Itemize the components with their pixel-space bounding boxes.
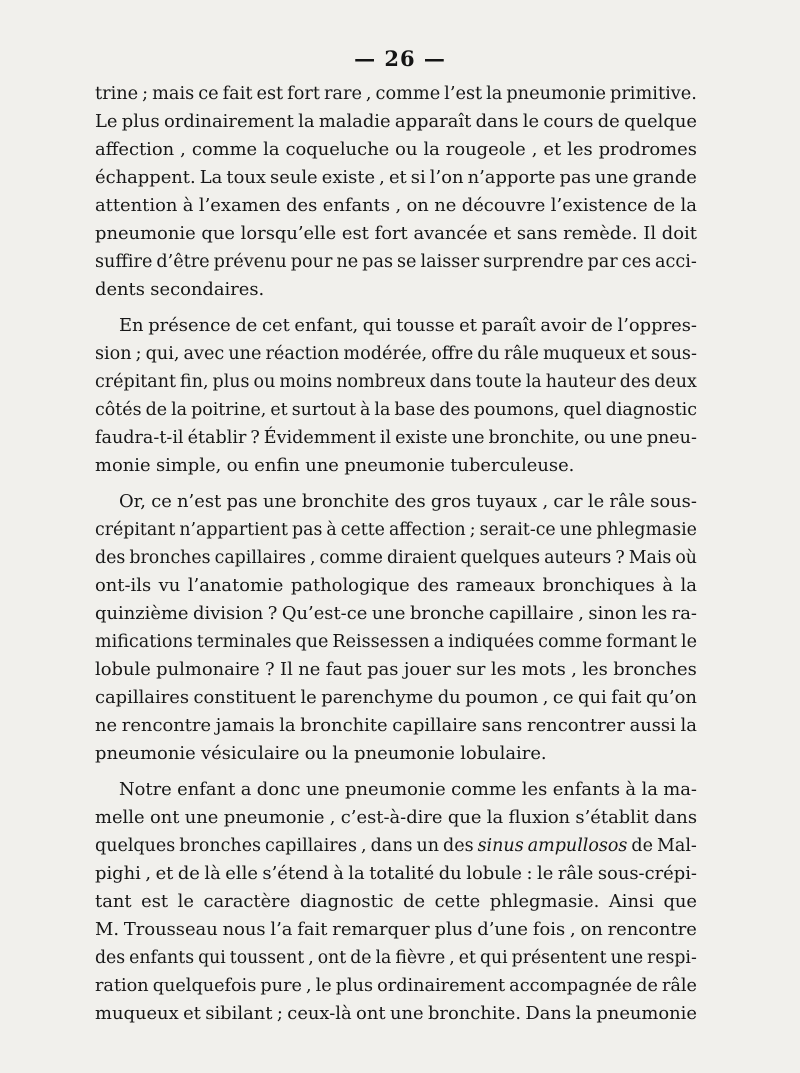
text-line: faudra-t-il établir ? Évidemment il existe une bronchite, ou une pneu- bbox=[95, 428, 697, 448]
text-line: des enfants qui toussent , ont de la fièvre , et qui présentent une respi- bbox=[95, 948, 697, 968]
text-line: attention à l’examen des enfants , on ne découvre l’existence de la bbox=[95, 195, 697, 216]
text-line: Le plus ordinairement la maladie apparaît dans le cours de quelque bbox=[95, 111, 697, 132]
text-line: tant est le caractère diagnostic de cette phlegmasie. Ainsi que bbox=[95, 891, 697, 912]
text-line: pneumonie vésiculaire ou la pneumonie lobulaire. bbox=[95, 743, 547, 764]
text-line: pighi , et de là elle s’étend à la totalité du lobule : le râle sous-crépi- bbox=[95, 863, 697, 884]
text-line-with-italic: quelques bronches capillaires , dans un des sinus ampullosos de Mal- bbox=[95, 836, 697, 856]
text-line: Or, ce n’est pas une bronchite des gros tuyaux , car le râle sous- bbox=[119, 491, 697, 512]
paragraph-1 bbox=[95, 80, 697, 304]
body-text bbox=[95, 80, 697, 1028]
text-line: échappent. La toux seule existe , et si l’on n’apporte pas une grande bbox=[95, 167, 697, 188]
text-line: crépitant fin, plus ou moins nombreux dans toute la hauteur des deux bbox=[95, 372, 697, 392]
text-line: capillaires constituent le parenchyme du poumon , ce qui fait qu’on bbox=[95, 687, 697, 708]
text-line: ont-ils vu l’anatomie pathologique des rameaux bronchiques à la bbox=[95, 575, 697, 596]
text-line: monie simple, ou enfin une pneumonie tuberculeuse. bbox=[95, 455, 575, 476]
text-line: M. Trousseau nous l’a fait remarquer plus d’une fois , on rencontre bbox=[95, 919, 697, 940]
paragraph-3 bbox=[95, 488, 697, 768]
text-line: quinzième division ? Qu’est-ce une bronche capillaire , sinon les ra- bbox=[95, 603, 697, 624]
text-line: dents secondaires. bbox=[95, 279, 265, 300]
page-number: — 26 — bbox=[354, 46, 446, 71]
text-line: En présence de cet enfant, qui tousse et paraît avoir de l’oppres- bbox=[119, 315, 697, 336]
text-line: sion ; qui, avec une réaction modérée, offre du râle muqueux et sous- bbox=[95, 344, 697, 364]
text-line: trine ; mais ce fait est fort rare , comme l’est la pneumonie primitive. bbox=[95, 84, 697, 104]
text-line: crépitant n’appartient pas à cette affection ; serait-ce une phlegmasie bbox=[95, 520, 697, 540]
paragraph-4 bbox=[95, 776, 697, 1028]
text-line: Notre enfant a donc une pneumonie comme les enfants à la ma- bbox=[119, 779, 697, 800]
text-line: des bronches capillaires , comme diraient quelques auteurs ? Mais où bbox=[95, 548, 697, 568]
text-line: pneumonie que lorsqu’elle est fort avancée et sans remède. Il doit bbox=[95, 223, 697, 244]
text-line: mifications terminales que Reissessen a indiquées comme formant le bbox=[95, 632, 697, 652]
text-line: ration quelquefois pure , le plus ordinairement accompagnée de râle bbox=[95, 976, 697, 996]
paragraph-2 bbox=[95, 312, 697, 480]
text-line: suffire d’être prévenu pour ne pas se laisser surprendre par ces acci- bbox=[95, 252, 697, 272]
text-line: affection , comme la coqueluche ou la rougeole , et les prodromes bbox=[95, 139, 697, 160]
text-line: ne rencontre jamais la bronchite capillaire sans rencontrer aussi la bbox=[95, 715, 697, 736]
text-line: melle ont une pneumonie , c’est-à-dire que la fluxion s’établit dans bbox=[95, 807, 697, 828]
text-line: côtés de la poitrine, et surtout à la base des poumons, quel diagnostic bbox=[95, 400, 697, 420]
text-line: lobule pulmonaire ? Il ne faut pas jouer sur les mots , les bronches bbox=[95, 659, 697, 680]
text-line: muqueux et sibilant ; ceux-là ont une bronchite. Dans la pneumonie bbox=[95, 1003, 697, 1024]
